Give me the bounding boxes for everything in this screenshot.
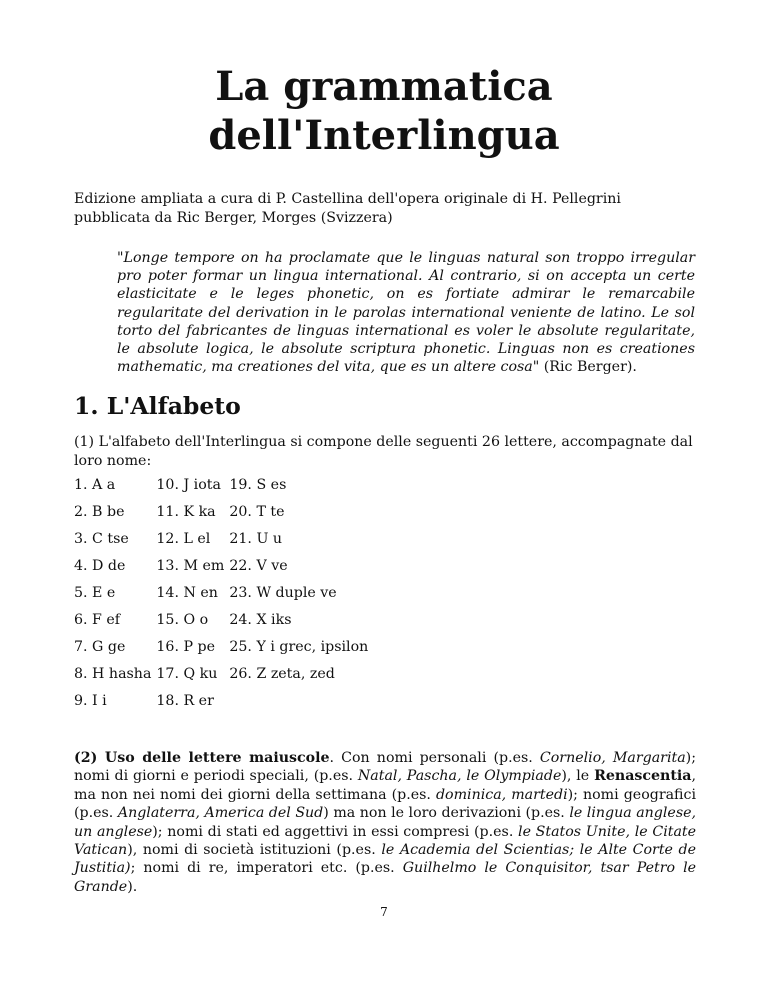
- text-run: ); nomi geografici (p.es.: [74, 786, 697, 822]
- alphabet-cell: 21. U u: [229, 531, 283, 547]
- title-line-2: dell'Interlingua: [208, 112, 560, 159]
- example-run: Natal, Pascha, le Olympiade: [357, 768, 562, 785]
- alphabet-cell: 16. P pe: [156, 639, 216, 655]
- alphabet-cell: 18. R er: [156, 693, 214, 709]
- alphabet-row: [74, 634, 373, 661]
- alphabet-cell: 22. V ve: [229, 558, 288, 574]
- alphabet-cell: 20. T te: [229, 504, 285, 520]
- alphabet-row: [74, 580, 373, 607]
- alphabet-cell: 4. D de: [74, 558, 126, 574]
- alphabet-cell: 23. W duple ve: [229, 585, 337, 601]
- example-run: Cornelio, Margarita: [539, 750, 686, 766]
- alphabet-cell: 8. H hasha: [74, 666, 152, 682]
- section-heading: 1. L'Alfabeto: [74, 392, 241, 420]
- alphabet-cell: 2. B be: [74, 504, 125, 520]
- epigraph-quote: [117, 249, 695, 376]
- text-run: ; nomi di re, imperatori etc. (p.es.: [130, 860, 403, 877]
- alphabet-cell: 24. X iks: [229, 612, 292, 628]
- section-intro: (1) L'alfabeto dell'Interlingua si compone delle seguenti 26 lettere, accompagnate dal loro nome:: [74, 434, 693, 469]
- alphabet-cell: 25. Y i grec, ipsilon: [229, 639, 369, 655]
- capitals-paragraph: [74, 749, 696, 896]
- alphabet-cell: [229, 688, 373, 715]
- alphabet-cell: 5. E e: [74, 585, 116, 601]
- alphabet-table: [74, 472, 373, 715]
- alphabet-cell: 13. M em: [156, 558, 225, 574]
- text-run: ), nomi di società istituzioni (p.es.: [127, 842, 382, 859]
- quote-attribution: (Ric Berger).: [539, 359, 637, 376]
- alphabet-cell: 7. G ge: [74, 639, 126, 655]
- alphabet-cell: 6. F ef: [74, 612, 121, 628]
- example-run: dominica, martedi: [435, 786, 568, 803]
- alphabet-cell: 1. A a: [74, 477, 116, 493]
- alphabet-cell: 19. S es: [229, 477, 287, 493]
- alphabet-row: [74, 472, 373, 499]
- alphabet-cell: 12. L el: [156, 531, 211, 547]
- text-run: ) ma non le loro derivazioni (p.es.: [323, 805, 570, 822]
- alphabet-row: [74, 607, 373, 634]
- alphabet-cell: 9. I i: [74, 693, 107, 709]
- alphabet-row: [74, 661, 373, 688]
- alphabet-cell: 3. C tse: [74, 531, 129, 547]
- example-run: le lingua anglese, un anglese: [74, 805, 697, 840]
- text-run: ).: [127, 878, 138, 895]
- title-line-1: La grammatica: [215, 63, 553, 110]
- alphabet-cell: 10. J iota: [156, 477, 221, 493]
- bold-run: Renascentia: [594, 768, 692, 785]
- text-run: , ma non nei nomi dei giorni della settimana (p.es.: [74, 768, 697, 803]
- document-title: [0, 62, 768, 160]
- alphabet-row: [74, 553, 373, 580]
- quote-text: "Longe tempore on ha proclamate que le linguas natural son troppo irregular pro poter formar un lingua international. Al contrario, si on accepta un certe elasticitate e le leges phonetic, on es fortiate admirar le remarcabile regularitate del derivation in le parolas international veniente de latino. Le sol torto del fabricantes de linguas international es voler le absolute regularitate, le absolute logica, le absolute scriptura phonetic. Linguas non es creationes mathematic, ma creationes del vita, que es un altere cosa": [117, 250, 695, 376]
- alphabet-cell: 14. N en: [156, 585, 218, 601]
- alphabet-cell: 11. K ka: [156, 504, 216, 520]
- text-run: ); nomi di giorni e periodi speciali, (p.es.: [74, 750, 696, 785]
- alphabet-row: [74, 526, 373, 553]
- alphabet-row: [74, 499, 373, 526]
- text-run: ); nomi di stati ed aggettivi in essi compresi (p.es.: [152, 823, 519, 840]
- alphabet-row: [74, 688, 373, 715]
- paragraph-lead: (2) Uso delle lettere maiuscole: [74, 750, 330, 766]
- text-run: . Con nomi personali (p.es.: [329, 750, 540, 766]
- alphabet-cell: 15. O o: [156, 612, 209, 628]
- page-number: 7: [380, 905, 388, 919]
- edition-note: Edizione ampliata a cura di P. Castellina dell'opera originale di H. Pellegrini pubblicata da Ric Berger, Morges (Svizzera): [74, 191, 621, 226]
- text-run: ), le: [561, 768, 595, 785]
- alphabet-cell: 17. Q ku: [156, 666, 218, 682]
- example-run: le Academia del Scientias; le Alte Corte de Justitia): [74, 842, 696, 877]
- alphabet-cell: 26. Z zeta, zed: [229, 666, 335, 682]
- example-run: Guilhelmo le Conquisitor, tsar Petro le Grande: [74, 860, 696, 895]
- example-run: le Statos Unite, le Citate Vatican: [74, 823, 697, 859]
- example-run: Anglaterra, America del Sud: [117, 805, 324, 822]
